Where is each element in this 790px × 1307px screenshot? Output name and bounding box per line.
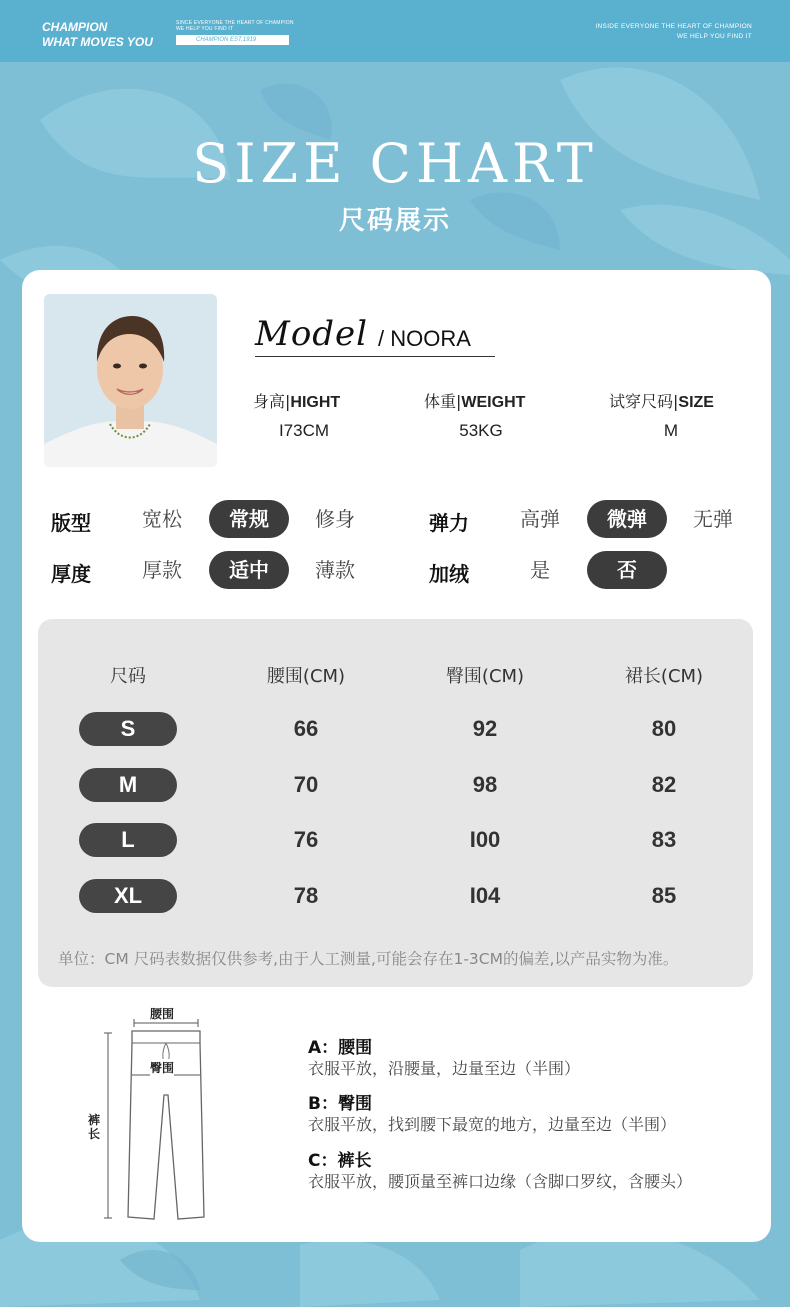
model-underline: [255, 356, 495, 357]
stat-label-height: 身高|HIGHT: [253, 392, 341, 411]
stat-label-weight: 体重|WEIGHT: [424, 392, 526, 411]
brand-slogan: [42, 20, 153, 50]
stat-value-height: I73CM: [278, 421, 330, 440]
measure-c-desc: 衣服平放，腰顶量至裤口边缘（含脚口罗纹，含腰头）: [308, 1172, 693, 1191]
stat-label-size: 试穿尺码|SIZE: [609, 392, 714, 411]
brand-line-2: WHAT MOVES YOU: [42, 35, 153, 49]
diagram-label-waist: 腰围: [150, 1007, 175, 1021]
thickness-option-thick: 厚款: [142, 558, 182, 582]
model-name: / NOORA: [378, 326, 471, 351]
model-photo: [44, 294, 217, 467]
attr-label-thickness: 厚度: [51, 562, 91, 586]
stat-value-weight: 53KG: [459, 421, 503, 440]
tagline-line-1: SINCE EVERYONE THE HEART OF CHAMPION: [176, 20, 294, 26]
measure-b-desc: 衣服平放，找到腰下最宽的地方，边量至边（半围）: [308, 1115, 677, 1134]
measure-c-heading: C：裤长: [308, 1151, 372, 1171]
size-badge-l: L: [79, 823, 177, 857]
cell-l-waist: 76: [293, 827, 319, 852]
brand-tagline: [176, 20, 294, 32]
measure-a-heading: A：腰围: [308, 1038, 373, 1058]
measure-b-heading: B：臀围: [308, 1094, 372, 1114]
est-badge: CHAMPION EST.1919: [176, 35, 289, 45]
model-heading: Model: [255, 314, 369, 354]
right-tagline: [595, 22, 752, 42]
page-title-en: SIZE CHART: [192, 132, 598, 195]
tagline-line-2: WE HELP YOU FIND IT: [176, 26, 234, 32]
cell-m-length: 82: [651, 772, 677, 797]
elastic-option-none: 无弹: [693, 507, 733, 531]
cell-s-hip: 92: [472, 716, 498, 741]
top-banner: [0, 0, 790, 62]
elastic-option-slight-selected: 微弹: [587, 500, 667, 538]
table-header-waist: 腰围(CM): [266, 666, 346, 687]
attr-label-elastic: 弹力: [429, 511, 469, 535]
fit-option-loose: 宽松: [142, 507, 182, 531]
thickness-option-thin: 薄款: [315, 558, 355, 582]
fleece-option-yes: 是: [530, 558, 550, 582]
right-tagline-line-2: WE HELP YOU FIND IT: [676, 33, 752, 40]
cell-m-hip: 98: [472, 772, 498, 797]
fleece-option-no-selected: 否: [587, 551, 667, 589]
fit-option-regular-selected: 常规: [209, 500, 289, 538]
cell-m-waist: 70: [293, 772, 319, 797]
cell-xl-length: 85: [651, 883, 677, 908]
stat-value-size: M: [663, 421, 679, 440]
cell-xl-hip: I04: [469, 883, 501, 908]
table-header-hip: 臀围(CM): [445, 666, 525, 687]
fit-option-slim: 修身: [315, 507, 355, 531]
cell-l-hip: I00: [469, 827, 501, 852]
pants-measurement-diagram: [88, 1003, 218, 1225]
right-tagline-line-1: INSIDE EVERYONE THE HEART OF CHAMPION: [595, 23, 752, 30]
cell-xl-waist: 78: [293, 883, 319, 908]
cell-s-length: 80: [651, 716, 677, 741]
attr-label-fleece: 加绒: [429, 562, 469, 586]
cell-s-waist: 66: [293, 716, 319, 741]
thickness-option-medium-selected: 适中: [209, 551, 289, 589]
size-badge-s: S: [79, 712, 177, 746]
table-header-size: 尺码: [110, 666, 146, 687]
attr-label-fit: 版型: [51, 511, 91, 535]
page-title-cn: 尺码展示: [338, 206, 451, 236]
elastic-option-high: 高弹: [520, 507, 560, 531]
measure-a-desc: 衣服平放，沿腰量，边量至边（半围）: [308, 1059, 581, 1078]
pants-outline-icon: [88, 1003, 218, 1225]
brand-line-1: CHAMPION: [42, 20, 108, 34]
diagram-label-length: 裤 长: [88, 1113, 101, 1141]
size-table-note: 单位：CM 尺码表数据仅供参考,由于人工测量,可能会存在1-3CM的偏差,以产品实物为准。: [58, 950, 679, 968]
table-header-length: 裙长(CM): [624, 666, 704, 687]
diagram-label-hip: 臀围: [150, 1061, 175, 1075]
size-badge-xl: XL: [79, 879, 177, 913]
cell-l-length: 83: [651, 827, 677, 852]
size-badge-m: M: [79, 768, 177, 802]
